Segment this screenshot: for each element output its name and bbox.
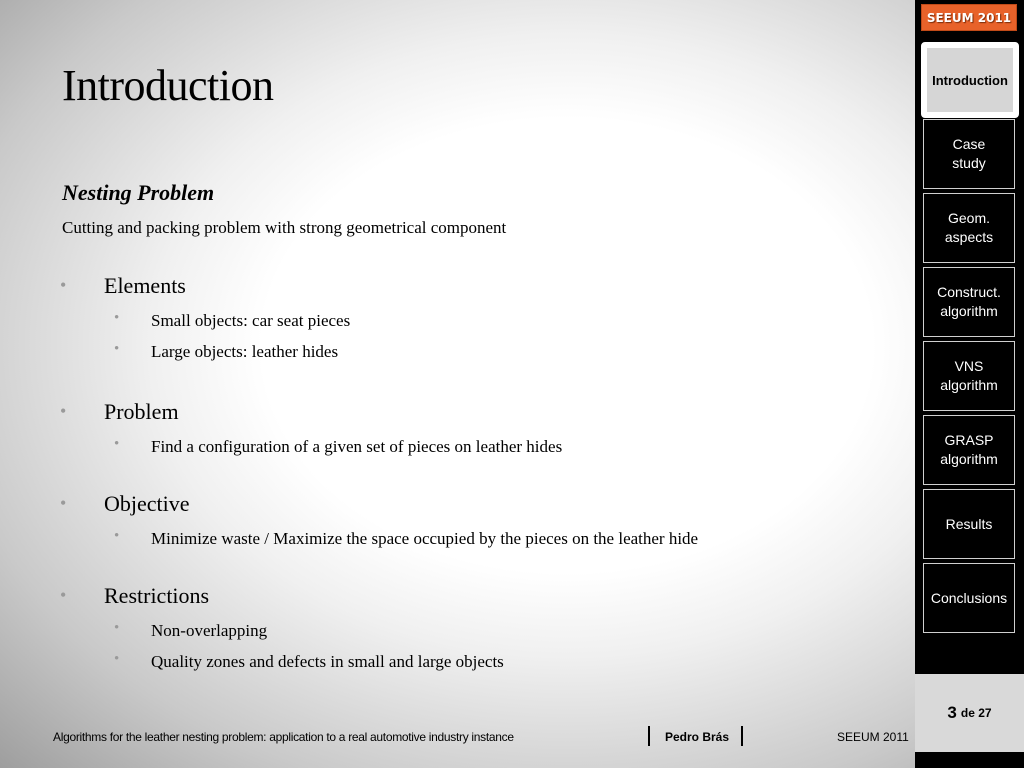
footer-presentation-title: Algorithms for the leather nesting problem: application to a real automotive industry instance <box>53 730 514 744</box>
bullet-dot-icon: • <box>60 275 67 295</box>
brand-badge: SEEUM 2011 <box>921 4 1017 31</box>
bullet-label: Restrictions <box>104 583 210 608</box>
page-indicator <box>915 674 1024 752</box>
sub-bullet-dot-icon: • <box>114 620 120 636</box>
section-description: Cutting and packing problem with strong geometrical component <box>62 218 507 237</box>
subitem-label: Quality zones and defects in small and large objects <box>151 652 504 671</box>
bullet-dot-icon: • <box>60 401 67 421</box>
page-title: Introduction <box>62 61 274 110</box>
bullet-dot-icon: • <box>60 585 67 605</box>
nav-item-label: Introduction <box>927 48 1013 112</box>
sub-bullet-dot-icon: • <box>114 528 120 544</box>
subitem-large-objects <box>114 341 339 362</box>
bullet-restrictions <box>60 583 210 609</box>
subitem-label: Small objects: car seat pieces <box>151 311 351 330</box>
nav-item-case-study[interactable]: Case study <box>923 119 1015 189</box>
sub-bullet-dot-icon: • <box>114 436 120 452</box>
sub-bullet-dot-icon: • <box>114 341 120 357</box>
subitem-label: Large objects: leather hides <box>151 342 339 361</box>
bullet-label: Elements <box>104 273 186 298</box>
nav-item-geom-aspects[interactable]: Geom. aspects <box>923 193 1015 263</box>
nav-item-results[interactable]: Results <box>923 489 1015 559</box>
nav-item-introduction[interactable] <box>921 42 1019 118</box>
nav-item-vns-algorithm[interactable]: VNS algorithm <box>923 341 1015 411</box>
footer-divider <box>648 726 650 746</box>
bullet-label: Problem <box>104 399 179 424</box>
total-pages-label: de 27 <box>960 706 992 720</box>
subitem-label: Find a configuration of a given set of pieces on leather hides <box>151 437 563 456</box>
sub-bullet-dot-icon: • <box>114 310 120 326</box>
bullet-objective <box>60 491 190 517</box>
nav-item-grasp-algorithm[interactable]: GRASP algorithm <box>923 415 1015 485</box>
subitem-label: Minimize waste / Maximize the space occupied by the pieces on the leather hide <box>151 529 699 548</box>
subitem-quality-zones <box>114 651 504 672</box>
sidebar <box>915 0 1024 768</box>
footer-divider <box>741 726 743 746</box>
subitem-small-objects <box>114 310 351 331</box>
sub-bullet-dot-icon: • <box>114 651 120 667</box>
nav-item-conclusions[interactable]: Conclusions <box>923 563 1015 633</box>
current-page-number: 3 <box>947 703 957 722</box>
footer-event: SEEUM 2011 <box>837 730 909 744</box>
section-title: Nesting Problem <box>62 180 215 205</box>
subitem-non-overlapping <box>114 620 268 641</box>
nav-item-construct-algorithm[interactable]: Construct. algorithm <box>923 267 1015 337</box>
subitem-minimize-waste <box>114 528 699 549</box>
bullet-label: Objective <box>104 491 190 516</box>
bullet-problem <box>60 399 179 425</box>
footer-author: Pedro Brás <box>665 730 730 744</box>
bullet-dot-icon: • <box>60 493 67 513</box>
bullet-elements <box>60 273 186 299</box>
subitem-label: Non-overlapping <box>151 621 268 640</box>
subitem-find-configuration <box>114 436 563 457</box>
